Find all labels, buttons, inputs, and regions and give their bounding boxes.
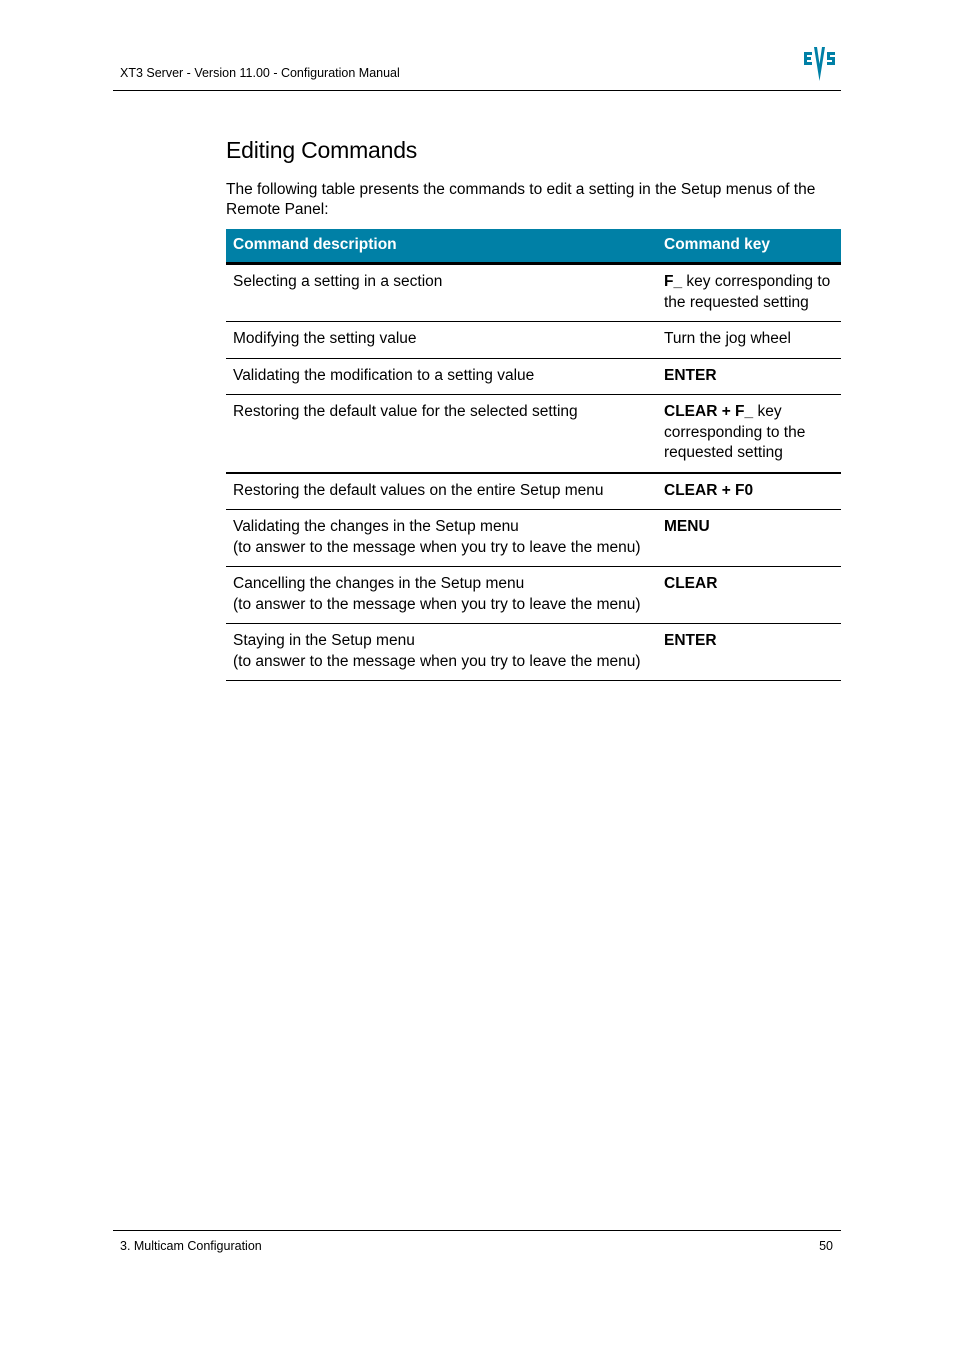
command-key-text: Turn the jog wheel <box>664 330 791 347</box>
command-key-bold: F_ <box>664 273 683 290</box>
command-key-bold: ENTER <box>664 632 717 649</box>
command-key <box>657 510 841 567</box>
table-row <box>226 473 841 510</box>
table-header-row <box>226 229 841 264</box>
command-key <box>657 395 841 473</box>
description-line: Modifying the setting value <box>233 330 417 347</box>
column-header-description: Command description <box>226 229 657 264</box>
commands-table <box>226 229 841 681</box>
command-key-bold: MENU <box>664 518 710 535</box>
command-description <box>226 567 657 624</box>
command-description <box>226 358 657 395</box>
description-line: (to answer to the message when you try to leave the menu) <box>233 538 641 556</box>
command-key-bold: CLEAR <box>664 575 718 592</box>
description-line: Selecting a setting in a section <box>233 273 443 290</box>
command-description <box>226 473 657 510</box>
page-number: 50 <box>819 1239 833 1253</box>
description-line: Restoring the default value for the selected setting <box>233 403 578 420</box>
description-line: (to answer to the message when you try to leave the menu) <box>233 595 641 613</box>
description-line: Validating the modification to a setting value <box>233 366 535 384</box>
table-row <box>226 395 841 473</box>
evs-logo <box>803 43 837 83</box>
command-key <box>657 322 841 359</box>
page-header <box>113 40 841 91</box>
footer-chapter: 3. Multicam Configuration <box>120 1239 262 1253</box>
command-key-text: key corresponding to the requested setting <box>664 403 806 461</box>
command-description <box>226 624 657 681</box>
section-title: Editing Commands <box>226 137 418 163</box>
header-title: XT3 Server - Version 11.00 - Configuration Manual <box>120 66 400 80</box>
column-header-key: Command key <box>657 229 841 264</box>
description-line: (to answer to the message when you try to leave the menu) <box>233 652 641 670</box>
table-row <box>226 510 841 567</box>
command-description <box>226 322 657 359</box>
command-key-bold: CLEAR + F_ <box>664 403 754 420</box>
table-row <box>226 358 841 395</box>
description-line: Validating the changes in the Setup menu <box>233 518 519 535</box>
command-key <box>657 473 841 510</box>
table-row <box>226 567 841 624</box>
command-key-bold: ENTER <box>664 366 717 384</box>
section-intro: The following table presents the commands to edit a setting in the Setup menus of the Remote Panel: <box>226 181 816 218</box>
command-description <box>226 395 657 473</box>
command-key <box>657 264 841 322</box>
command-description <box>226 264 657 322</box>
description-line: Cancelling the changes in the Setup menu <box>233 575 525 592</box>
table-row <box>226 624 841 681</box>
description-line: Restoring the default values on the entire Setup menu <box>233 481 604 499</box>
command-description <box>226 510 657 567</box>
table-row <box>226 264 841 322</box>
description-line: Staying in the Setup menu <box>233 632 415 649</box>
command-key-text: key corresponding to the requested setting <box>664 273 831 311</box>
page-footer <box>113 1230 841 1253</box>
command-key-bold: CLEAR + F0 <box>664 481 754 499</box>
command-key <box>657 358 841 395</box>
command-key <box>657 624 841 681</box>
table-row <box>226 322 841 359</box>
command-key <box>657 567 841 624</box>
